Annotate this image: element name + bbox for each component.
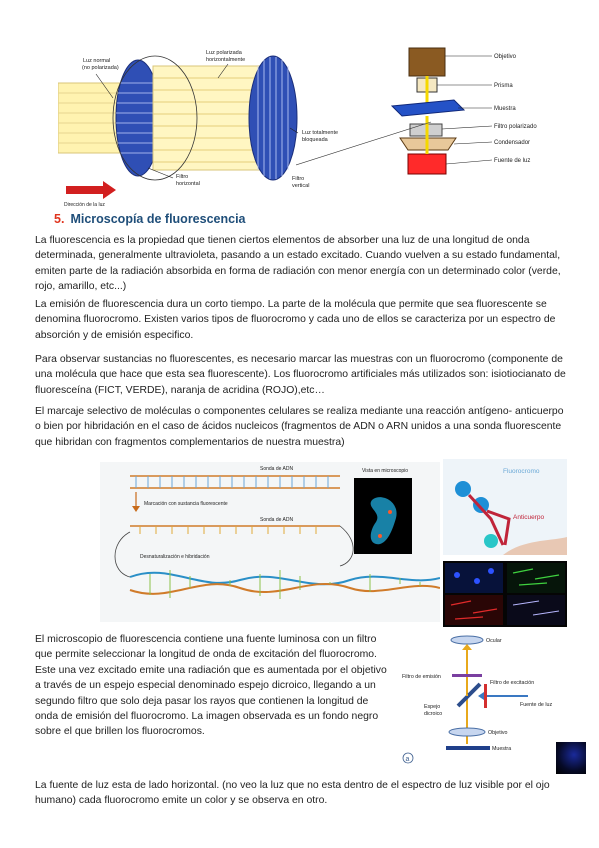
section-number: 5. — [54, 212, 65, 226]
label-dna-probe-top: Sonda de ADN — [260, 466, 294, 472]
label-horizontal-polarized-2: horizontalmente — [206, 57, 246, 63]
label-sample: Muestra — [494, 106, 516, 112]
label-dichroic-mirror — [424, 704, 442, 717]
label-natural-light-2: (no polarizada) — [82, 65, 119, 71]
label-dna-probe-mid: Sonda de ADN — [260, 517, 294, 523]
label-polarized-filter: Filtro polarizado — [494, 124, 537, 130]
polarized-microscope-figure — [372, 40, 562, 198]
label-dichroic-mirror-2: dicroico — [424, 711, 443, 717]
label-objective-fluor: Objetivo — [488, 730, 508, 736]
label-excitation-filter: Filtro de excitación — [490, 680, 535, 686]
label-light-source-fluor: Fuente de luz — [520, 702, 553, 708]
label-vertical-filter-2: vertical — [292, 183, 310, 189]
label-microscope-view: Vista en microscopio — [362, 468, 409, 474]
label-blocked-light-1: Luz totalmente — [302, 130, 339, 136]
label-antibody: Anticuerpo — [513, 514, 545, 521]
label-natural-light-1: Luz normal — [83, 58, 111, 64]
paragraph-selective-labeling: El marcaje selectivo de moléculas o componentes celulares se realiza mediante una reacción antígeno- anticuerpo o bien por hibridación en el caso de ácidos nucleicos (fragmentos de ADN o ARN unidos a una sonda fluorescente que hibridan con fragmentos complementarios de nuestra muestra) — [35, 406, 564, 448]
label-emission-filter: Filtro de emisión — [402, 674, 441, 680]
label-natural-light — [82, 58, 119, 71]
label-ocular: Ocular — [486, 638, 502, 644]
label-horizontal-filter — [176, 174, 200, 187]
label-condenser: Condensador — [494, 140, 531, 146]
antibody-figure — [443, 459, 567, 555]
label-blocked-light-2: bloqueada — [302, 137, 328, 143]
label-vertical-filter-1: Filtro — [292, 176, 305, 182]
label-light-source: Fuente de luz — [494, 158, 531, 164]
paragraph-fluorescence-definition: La fluorescencia es la propiedad que tienen ciertos elementos de absorber una luz de una longitud de onda determinada, generalmente ultravioleta, pasando a un estado excitado. Cuando vuelven a su estado fundamental, emiten parte de la radiación absorbida en forma de radiación con menor energía con un determinado color (verde, rojo, amarillo, etc...) — [35, 235, 561, 292]
paragraph-microscope-description: El microscopio de fluorescencia contiene una fuente luminosa con un filtro que permite seleccionar la longitud de onda de excitación del fluorocromo. Este una vez excitado emite una radiación que es aumentada por el objetivo a través de un espejo especial denominado espejo dicroico, llegando a un segundo filtro que solo deja pasar los rayos que contienen la longitud de onda de emisión del fluorocromo. La imagen observada es un fondo negro sobre el que brillen los fluorocromos. — [35, 634, 387, 738]
label-horizontal-polarized-1: Luz polarizada — [206, 50, 242, 56]
hybridization-figure — [100, 462, 440, 622]
label-sample-fluor: Muestra — [492, 746, 512, 752]
fluorescence-microscope-figure — [400, 634, 560, 772]
small-fluorescence-micrograph — [556, 742, 586, 774]
label-objective: Objetivo — [494, 54, 517, 60]
label-horizontal-filter-2: horizontal — [176, 181, 200, 187]
label-horizontal-filter-1: Filtro — [176, 174, 189, 180]
label-horizontal-polarized — [206, 50, 245, 63]
label-vertical-filter — [292, 176, 309, 189]
cell-micrograph — [443, 561, 567, 627]
label-fluorochrome: Fluorocromo — [503, 468, 540, 475]
label-denaturation: Desnaturalización e hibridación — [140, 554, 210, 560]
label-prism: Prisma — [494, 83, 513, 89]
label-light-direction: Dirección de la luz — [64, 202, 105, 208]
paragraph-fluorochrome: La emisión de fluorescencia dura un corto tiempo. La parte de la molécula que permite que sea fluorescente se denomina fluorocromo. Existen varios tipos de fluorocromo y cada uno de ellos se caracteriza por un espectro de absorción y de emisión especifico. — [35, 299, 556, 341]
figure-connector-line — [296, 120, 436, 170]
section-heading — [54, 212, 246, 226]
paragraph-artificial-fluorochromes: Para observar sustancias no fluorescentes, es necesario marcar las muestras con un fluorocromo (componente de una molécula que hace que esta sea fluorescente). Los fluorocromo artificiales más utilizados son: isiotiocianato de fluoresceína (FICT, VERDE), naranja de acridina (ROJO),etc… — [35, 354, 566, 396]
label-labeling: Marcación con sustancia fluorescente — [144, 501, 228, 507]
label-dichroic-mirror-1: Espejo — [424, 704, 441, 710]
section-title: Microscopía de fluorescencia — [70, 212, 246, 226]
panel-letter: a — [405, 756, 410, 763]
paragraph-light-source-note: La fuente de luz esta de lado horizontal. (no veo la luz que no esta dentro de el espectro de luz visible por el ojo humano) cada fluorocromo emite un color y se observa en otro. — [35, 780, 550, 807]
